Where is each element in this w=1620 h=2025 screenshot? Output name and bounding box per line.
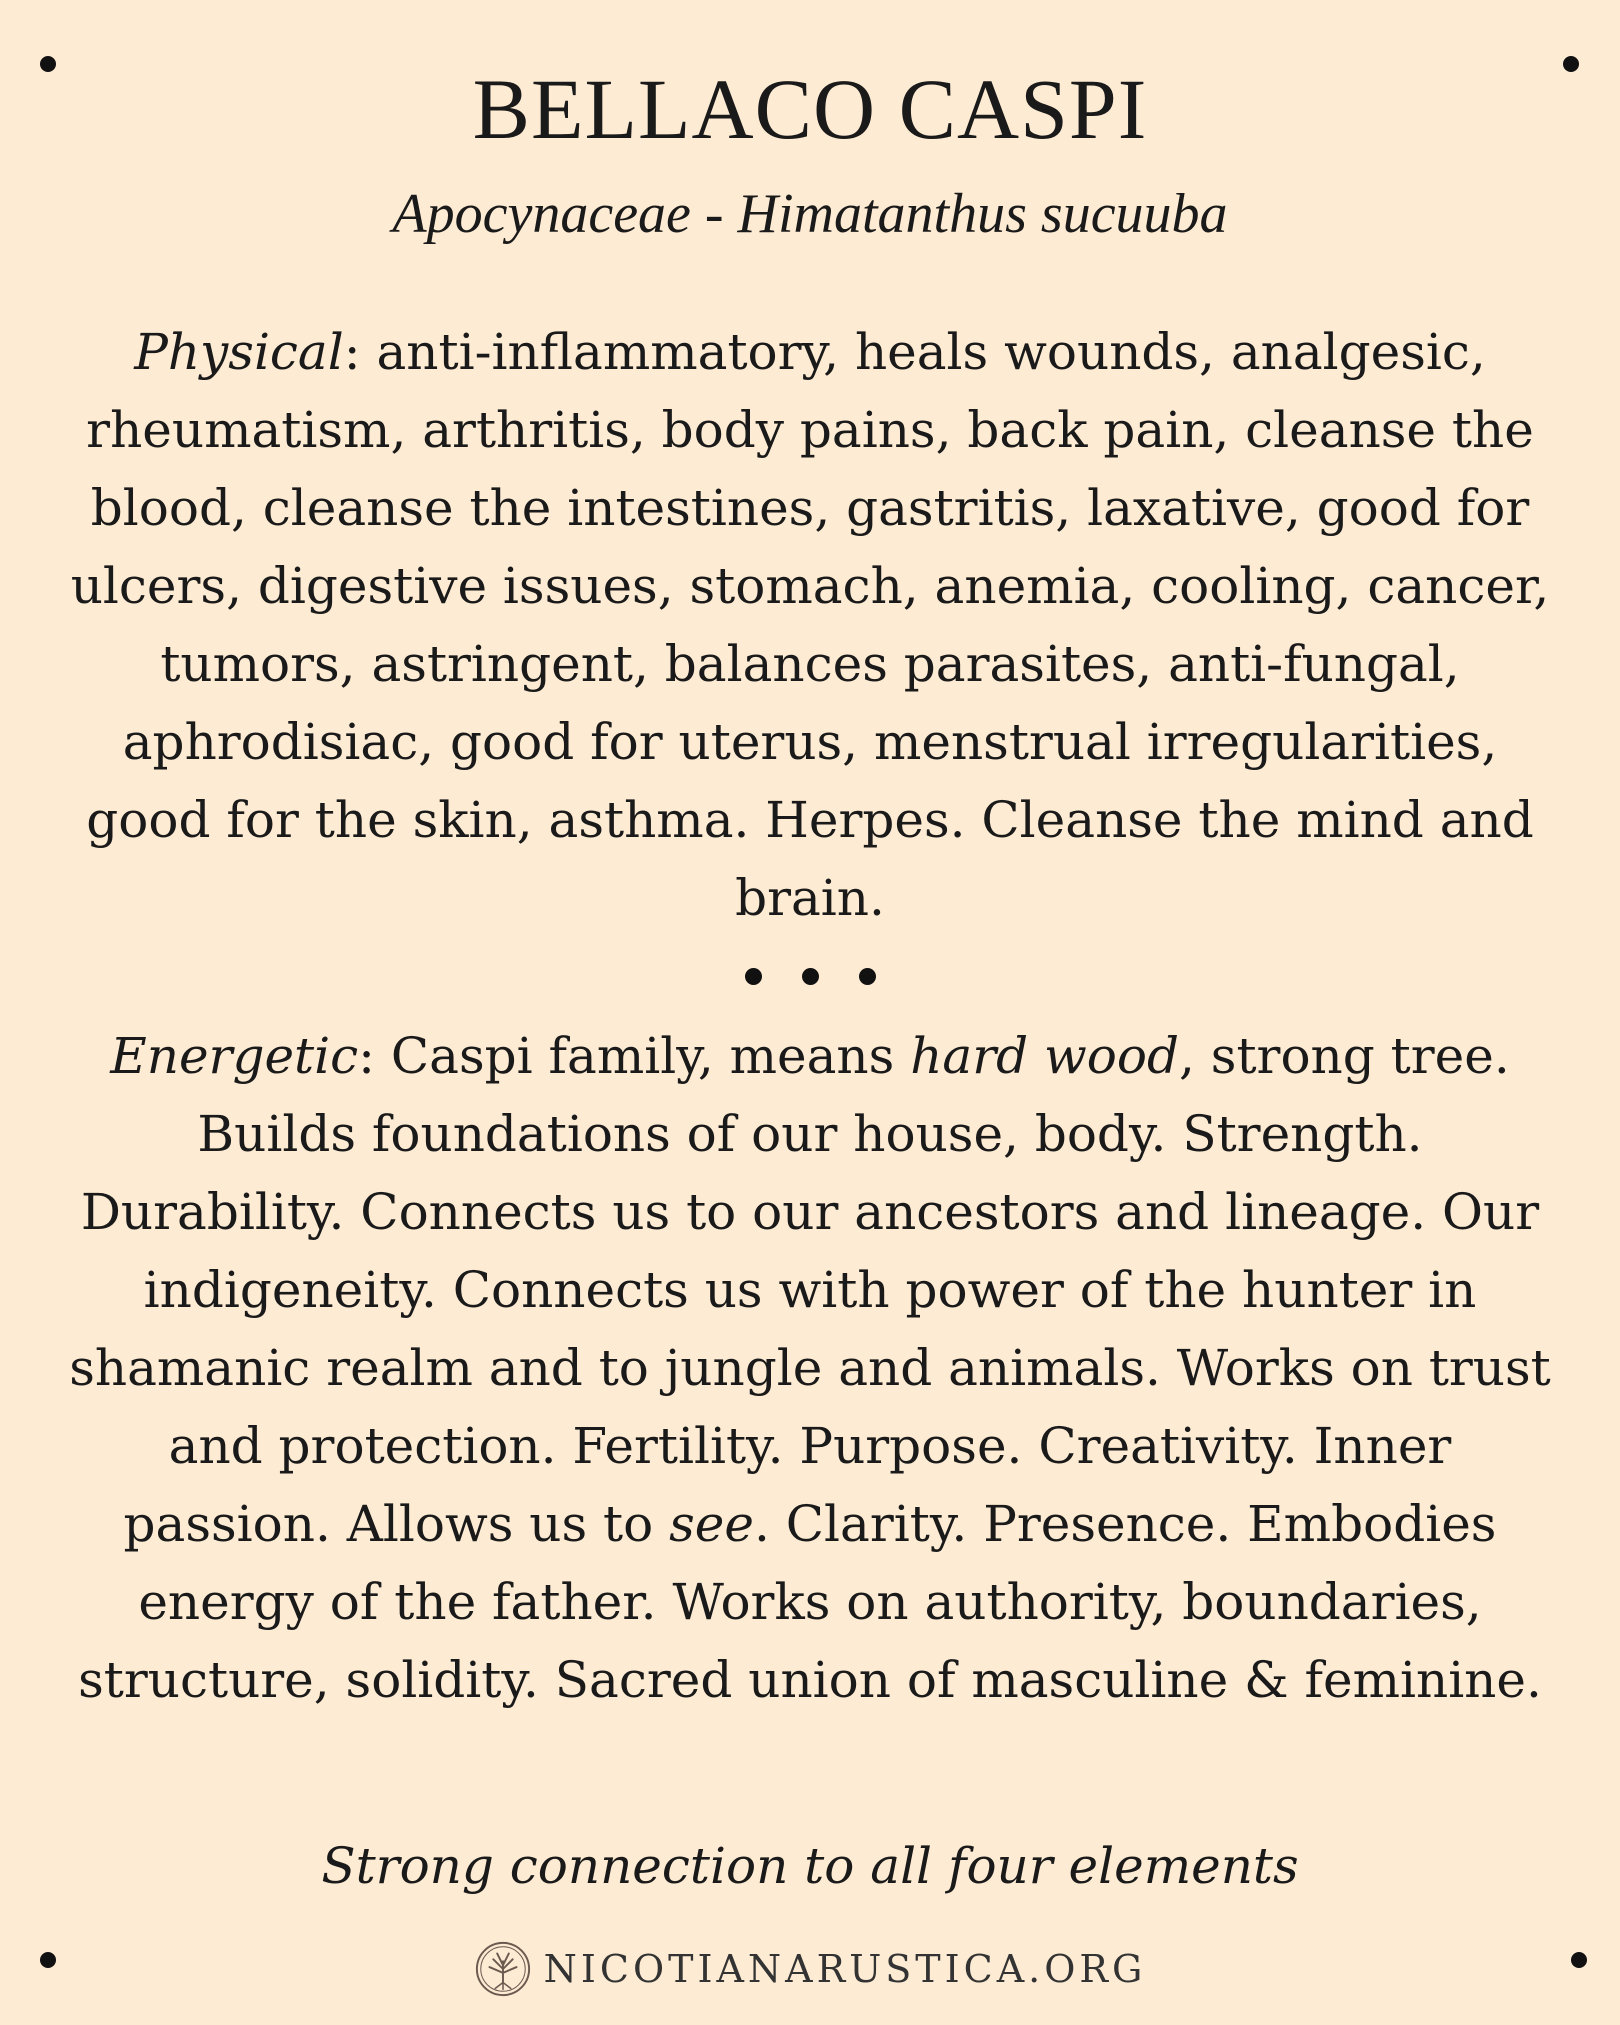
energetic-emphasis: hard wood — [910, 1027, 1180, 1085]
energetic-emphasis: see — [669, 1495, 754, 1553]
separator-dot — [745, 968, 762, 985]
website-link[interactable]: NICOTIANARUSTICA.ORG — [543, 1947, 1147, 1991]
energetic-section — [60, 1017, 1560, 1719]
physical-text: : anti-inflammatory, heals wounds, analgesic, rheumatism, arthritis, body pains, back pain, cleanse the blood, cleanse the intestines, gastritis, laxative, good for ulcers, digestive issues, stomach, anemia, cooling, cancer, tumors, astringent, balances parasites, anti-fungal, aphrodisiac, good for uterus, menstrual irregularities, good for the skin, asthma. Herpes. Cleanse the mind and brain. — [70, 323, 1550, 927]
physical-section — [60, 313, 1560, 937]
section-separator — [0, 968, 1620, 985]
page-title: BELLACO CASPI — [472, 61, 1148, 157]
botanical-name: Apocynaceae - Himatanthus sucuuba — [392, 183, 1228, 245]
footer — [0, 1940, 1620, 1998]
energetic-text: , strong tree. Builds foundations of our house, body. Strength. Durability. Connects us to our ancestors and lineage. Our indigeneity. Connects us with power of the hunter in shamanic realm and to jungle and animals. Works on trust and protection. Fertility. Purpose. Creativity. Inner passion. Allows us to — [69, 1027, 1551, 1553]
separator-dot — [802, 968, 819, 985]
physical-label: Physical — [134, 323, 344, 381]
tagline: Strong connection to all four elements — [321, 1837, 1299, 1895]
energetic-text: : Caspi family, means — [358, 1027, 911, 1085]
separator-dot — [859, 968, 876, 985]
energetic-label: Energetic — [110, 1027, 359, 1085]
tree-of-life-icon — [474, 1940, 532, 1998]
energetic-text: . Clarity. Presence. Embodies energy of the father. Works on authority, boundaries, structure, solidity. Sacred union of masculine & feminine. — [78, 1495, 1542, 1709]
